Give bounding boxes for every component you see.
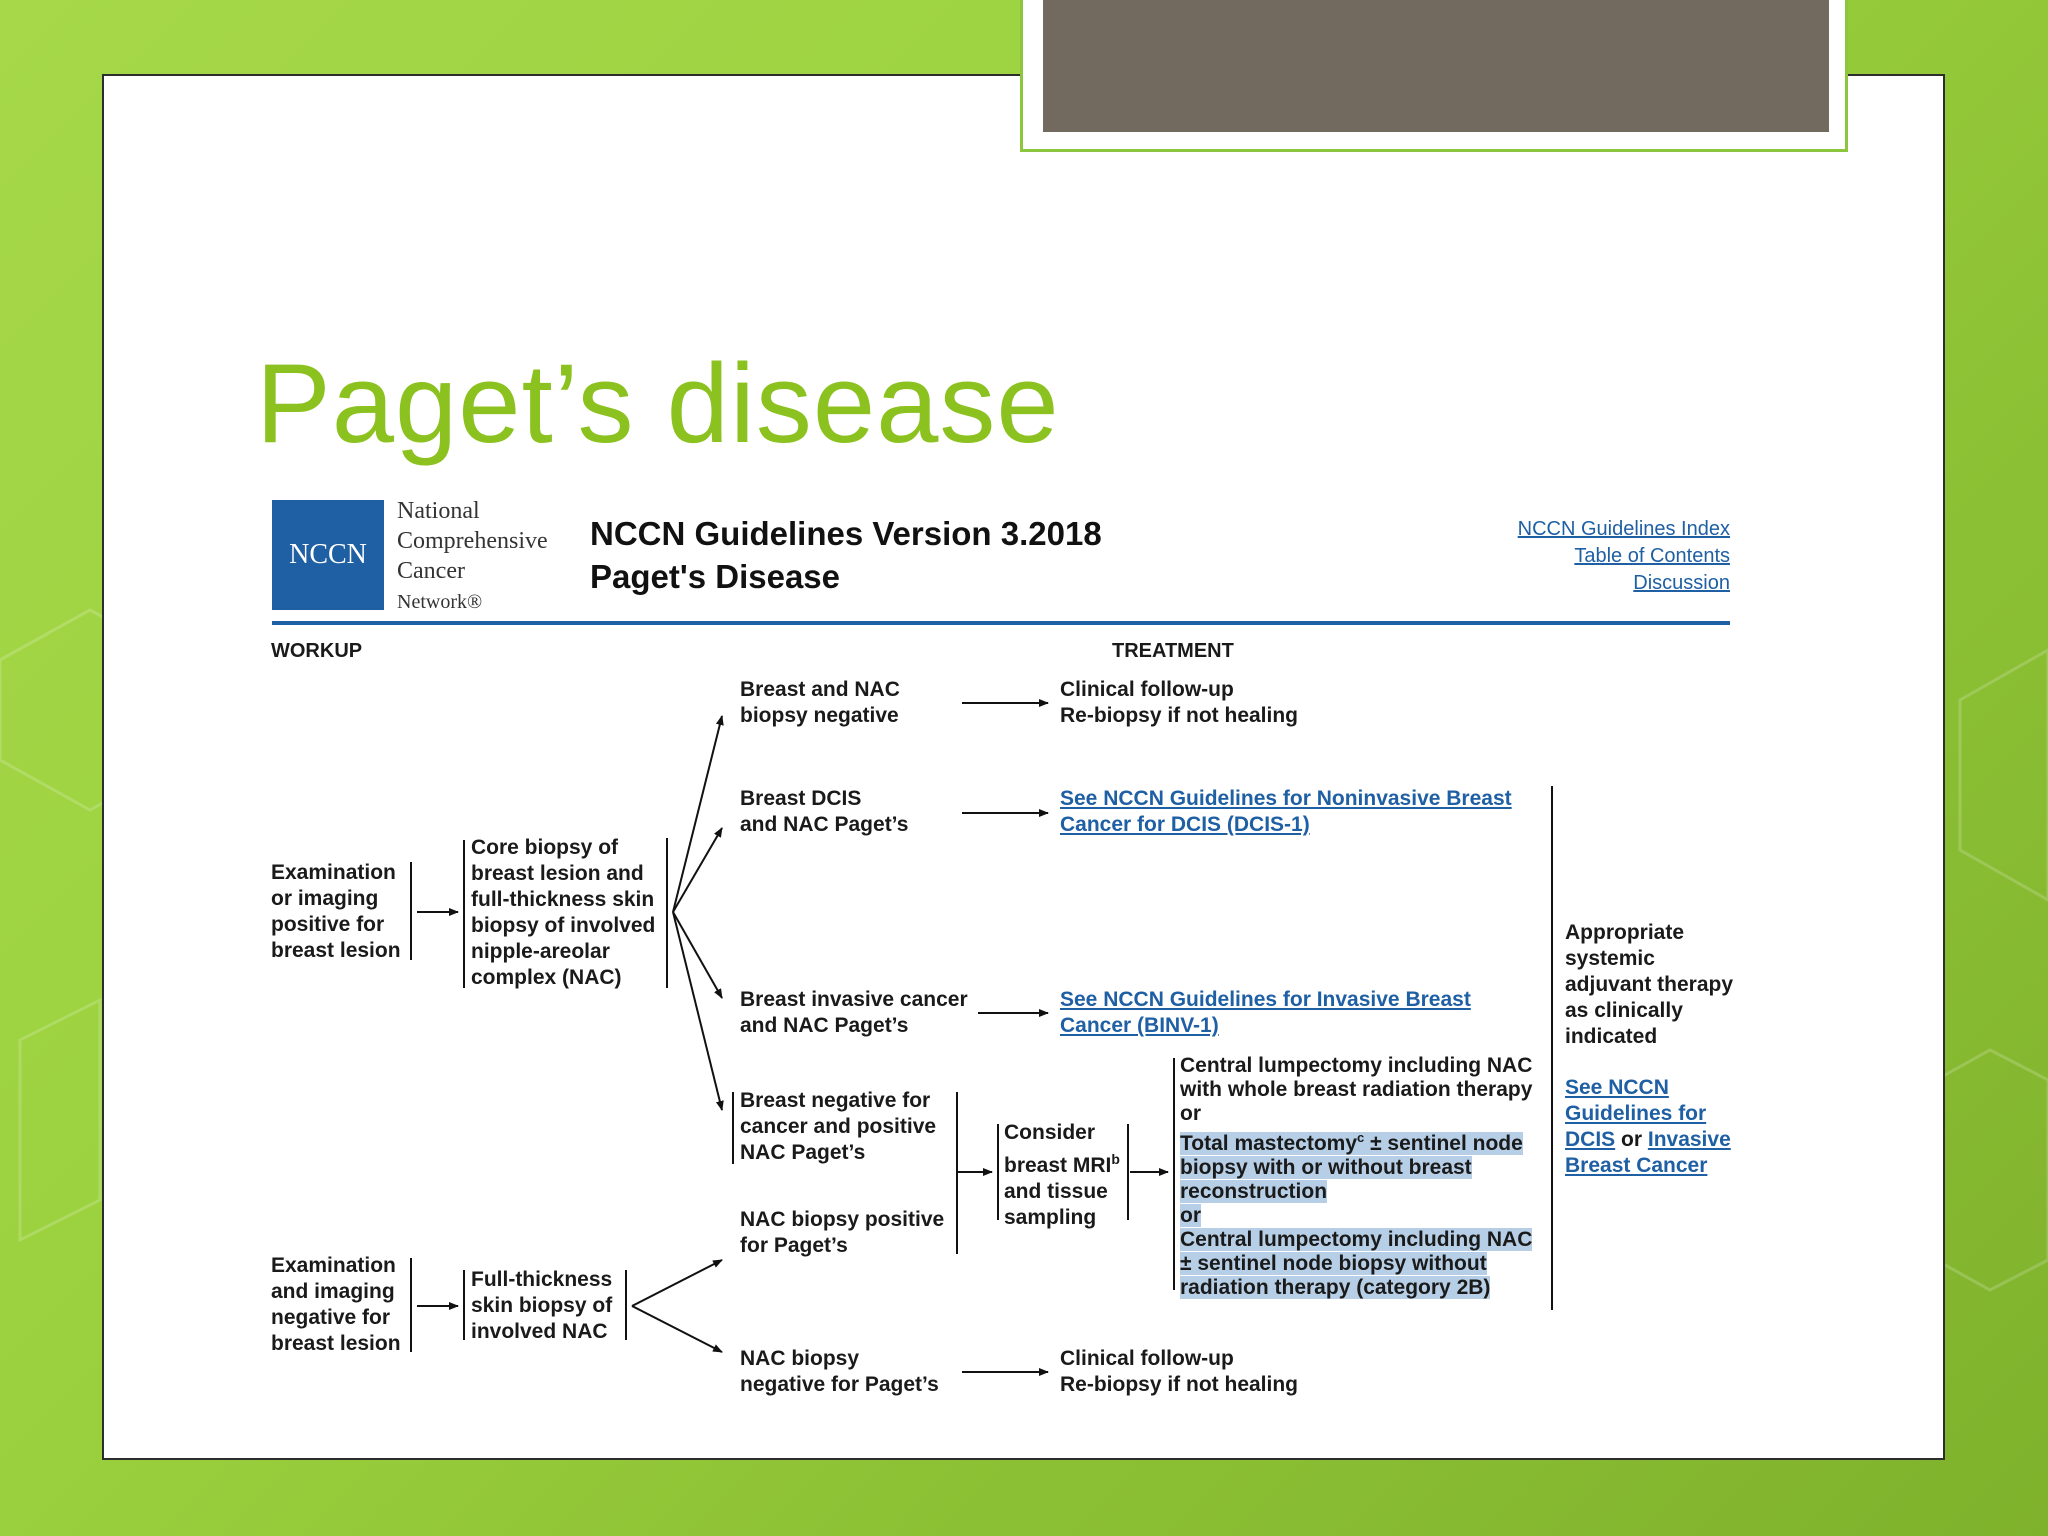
node-consider-mri [1004,1120,1120,1231]
node-see-nccn [1565,1075,1731,1179]
see-nccn-guidelines[interactable]: See NCCN Guidelines for [1565,1076,1707,1125]
node-followup-6: Clinical follow-up Re-biopsy if not healing [1060,1347,1299,1396]
link-dcis[interactable]: DCIS [1565,1128,1616,1151]
mri-footnote-b: b [1111,1151,1120,1167]
arrow-fan-4 [673,912,722,1110]
tx-mastectomy-d: reconstruction [1180,1180,1328,1203]
node-exam-negative: Examination and imaging negative for breast lesion [271,1254,401,1355]
node-outcome-1: Breast and NAC biopsy negative [740,678,900,727]
node-core-biopsy: Core biopsy of breast lesion and full-thickness skin biopsy of involved nipple-areolar complex (NAC) [471,836,656,989]
tx-mastectomy-c: biopsy with or without breast [1180,1156,1472,1179]
tx-mastectomy-a: Total mastectomy [1180,1132,1357,1155]
guidelines-version: NCCN Guidelines Version 3.2018 [590,515,1102,552]
guidelines-topic: Paget's Disease [590,558,840,595]
node-treatment-options [1180,1054,1532,1300]
tx-lump2-c: radiation therapy (category 2B) [1180,1276,1491,1299]
section-workup: WORKUP [271,640,363,662]
node-full-thickness: Full-thickness skin biopsy of involved NAC [471,1268,613,1343]
org-line-3: Cancer [397,558,465,584]
tx-or-1: or [1180,1102,1201,1125]
link-dcis-guidelines[interactable]: See NCCN Guidelines for Noninvasive Breast Cancer for DCIS (DCIS-1) [1060,787,1512,836]
tx-lump2-b: ± sentinel node biopsy without [1180,1252,1487,1275]
mri-text-a: Consider breast MRI [1004,1121,1112,1177]
node-followup-1: Clinical follow-up Re-biopsy if not healing [1060,678,1299,727]
slide-title: Paget’s disease [256,341,1060,466]
link-table-of-contents[interactable]: Table of Contents [1574,545,1730,567]
link-binv-guidelines[interactable]: See NCCN Guidelines for Invasive Breast Cancer (BINV-1) [1060,988,1471,1037]
tx-lumpectomy: Central lumpectomy including NAC with whole breast radiation therapy [1180,1054,1533,1101]
nccn-logo: NCCN [272,500,384,610]
mri-text-b: and tissue sampling [1004,1180,1108,1229]
arrow-fan-2 [673,828,722,912]
node-exam-positive: Examination or imaging positive for breast lesion [271,861,401,962]
node-outcome-2: Breast DCIS and NAC Paget’s [740,787,909,836]
section-treatment: TREATMENT [1112,640,1234,662]
link-guidelines-index[interactable]: NCCN Guidelines Index [1517,518,1730,540]
tx-lump2-a: Central lumpectomy including NAC [1180,1228,1533,1251]
arrow-fan-3 [673,912,722,998]
node-outcome-3: Breast invasive cancer and NAC Paget’s [740,988,968,1037]
tx-or-2: or [1180,1204,1201,1227]
org-line-2: Comprehensive [397,528,548,554]
tx-footnote-c: c [1357,1130,1365,1145]
link-breast-cancer[interactable]: Breast Cancer [1565,1154,1708,1177]
tx-mastectomy-b: ± sentinel node [1364,1132,1523,1155]
see-nccn-or: or [1615,1128,1648,1151]
node-outcome-6: NAC biopsy negative for Paget’s [740,1347,939,1396]
arrow-fan-6 [632,1306,722,1352]
tx-mastectomy [1180,1132,1523,1155]
arrow-fan-1 [673,716,722,912]
node-outcome-4: Breast negative for cancer and positive NAC Paget’s [740,1089,937,1164]
org-line-1: National [397,498,480,524]
arrow-fan-5 [632,1260,722,1306]
node-outcome-5: NAC biopsy positive for Paget’s [740,1208,945,1257]
node-systemic-therapy: Appropriate systemic adjuvant therapy as clinically indicated [1565,921,1734,1048]
org-line-4: Network® [397,591,483,613]
link-invasive[interactable]: Invasive [1647,1128,1731,1151]
link-discussion[interactable]: Discussion [1633,572,1730,594]
